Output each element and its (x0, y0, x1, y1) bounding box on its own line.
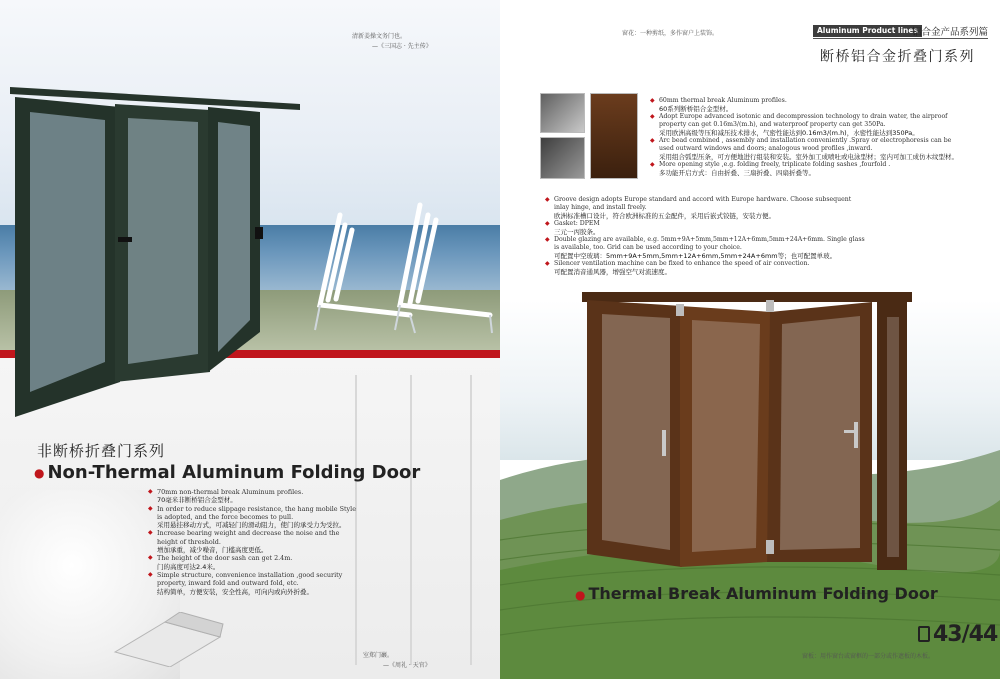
top-right-quote: 窗花：一种剪纸，多作窗户上装饰。 (622, 30, 719, 37)
page-number-text: 43/44 (933, 622, 998, 647)
quote-line: 清新姜操文务门也。 (352, 33, 407, 40)
product-lines-cn: 铝合金产品系列篇 (912, 27, 989, 38)
top-left-quote (352, 32, 432, 52)
deck-chairs-image (300, 195, 500, 335)
list-item (650, 97, 960, 113)
feature-en: Adopt Europe advanced isotonic and decompression technology to drain water, the airproof property can get 0.16m3/(m.h), and waterproof property can get 350Pa. (659, 113, 948, 128)
header-divider (813, 38, 988, 39)
section-title-cn: 断桥铝合金折叠门系列 (820, 49, 975, 65)
laptop-image (105, 612, 225, 667)
feature-list-right-top (650, 97, 960, 177)
feature-en: Simple structure, convenience installation ,good security property, inward fold and outward fold, etc. (157, 570, 343, 588)
feature-en: In order to reduce slippage resistance, the hang mobile Style is adopted, and the force becomes to pull. (157, 504, 356, 521)
list-item (148, 505, 358, 530)
list-item (148, 488, 358, 505)
list-item (148, 529, 358, 554)
feature-cn: 欧洲标准槽口设计，符合欧洲标准的五金配件，采用后嵌式铰链，安装方便。 (554, 212, 775, 220)
list-item (148, 554, 358, 571)
hinge-detail-photo (540, 93, 585, 133)
red-bullet-dot: ● (34, 466, 45, 480)
list-item (650, 137, 960, 161)
quote-line: 室郑门巖。 (363, 652, 394, 659)
room-window-mullion (470, 375, 472, 665)
feature-en: 60mm thermal break Aluminum profiles. (659, 97, 787, 104)
feature-list-left (148, 488, 358, 596)
feature-en: Arc bead combined , assembly and installation conveniently .Spray or electrophoresis can be used outward windows and doors; analogous wood profiles ,inward. (659, 137, 952, 152)
feature-cn: 增加承重，减少噪音，门槛高度更低。 (157, 546, 268, 555)
list-item (650, 113, 960, 137)
feature-en: Groove design adopts Europe standard and accord with Europe hardware. Choose subsequent inlay hinge, and install freely. (554, 196, 852, 211)
feature-en: Double glazing are available, e.g. 5mm+9A+5mm,5mm+12A+6mm,5mm+24A+6mm. Single glass is available, too. Grid can be used according to your choice. (554, 236, 865, 251)
feature-cn: 可配置消音通风器，增强空气对流速度。 (554, 268, 671, 276)
non-thermal-folding-door-image (10, 82, 305, 422)
feature-list-right-bottom (545, 196, 865, 276)
list-item (650, 161, 960, 177)
profile-section-photo (540, 137, 585, 179)
feature-cn: 采用悬挂移动方式，可减轻门的滑动阻力，使门的承受力为受拉。 (157, 521, 346, 530)
brand-logo-icon (918, 626, 930, 642)
list-item (545, 260, 865, 276)
feature-en: More opening style ,e.g. folding freely, triplicate folding sashes ,fourfold . (659, 161, 891, 168)
thermal-break-folding-door-image (582, 292, 912, 574)
detail-thumbnails (540, 93, 640, 183)
feature-cn: 可配置中空玻璃：5mm+9A+5mm,5mm+12A+6mm,5mm+24A+6mm等；也可配置单玻。 (554, 252, 837, 260)
red-bullet-dot: ● (575, 587, 586, 602)
feature-en: Silencer ventilation machine can be fixed to enhance the speed of air convection. (554, 260, 810, 267)
feature-en: Increase bearing weight and decrease the noise and the height of threshold. (157, 529, 340, 546)
quote-source: —《三国志 · 先主传》 (372, 43, 432, 50)
feature-cn: 60系列断桥铝合金型材。 (659, 105, 733, 113)
page-number (918, 622, 997, 647)
section-title-en-text: Thermal Break Aluminum Folding Door (588, 584, 938, 603)
section-title-en (575, 584, 938, 603)
section-title-en-text: Non-Thermal Aluminum Folding Door (47, 462, 421, 483)
feature-cn: 采用组合弧型压条，可方便地进行组装和安装。室外加工成喷吐或电泳型材；室内可加工成仿木纹型材。 (659, 153, 958, 161)
list-item (545, 236, 865, 260)
feature-en: The height of the door sash can get 2.4m. (157, 554, 293, 563)
quote-source: —《周礼 · 天官》 (383, 662, 431, 669)
product-lines-badge: Aluminum Product lines (813, 25, 922, 37)
list-item (148, 571, 358, 596)
feature-en: Gasket: DPEM (554, 220, 600, 227)
feature-cn: 结构简单，方便安装，安全性高，可向内或向外折叠。 (157, 587, 313, 596)
wood-grain-frame-photo (590, 93, 638, 179)
bottom-right-quote: 窗板：用作窗台或窗框的一部分或作遮板的木板。 (802, 653, 935, 660)
list-item (545, 220, 865, 236)
feature-cn: 采用欧洲高级等压和减压技术排水，气密性能达到0.16m3/(m.h)，水密性能达到350Pa。 (659, 129, 919, 137)
bottom-left-quote (363, 651, 431, 671)
room-window-mullion (410, 375, 412, 665)
section-title-cn: 非断桥折叠门系列 (37, 442, 166, 460)
right-page (500, 0, 1000, 679)
feature-en: 70mm non-thermal break Aluminum profiles. (157, 488, 304, 496)
feature-cn: 70毫米非断桥铝合金型材。 (157, 496, 237, 505)
feature-cn: 三元一丙胶条。 (554, 228, 600, 236)
feature-cn: 门的高度可达2.4米。 (157, 562, 220, 571)
section-title-en (34, 462, 420, 483)
list-item (545, 196, 865, 220)
feature-cn: 多功能开启方式：自由折叠、三扇折叠、四扇折叠等。 (659, 169, 815, 177)
